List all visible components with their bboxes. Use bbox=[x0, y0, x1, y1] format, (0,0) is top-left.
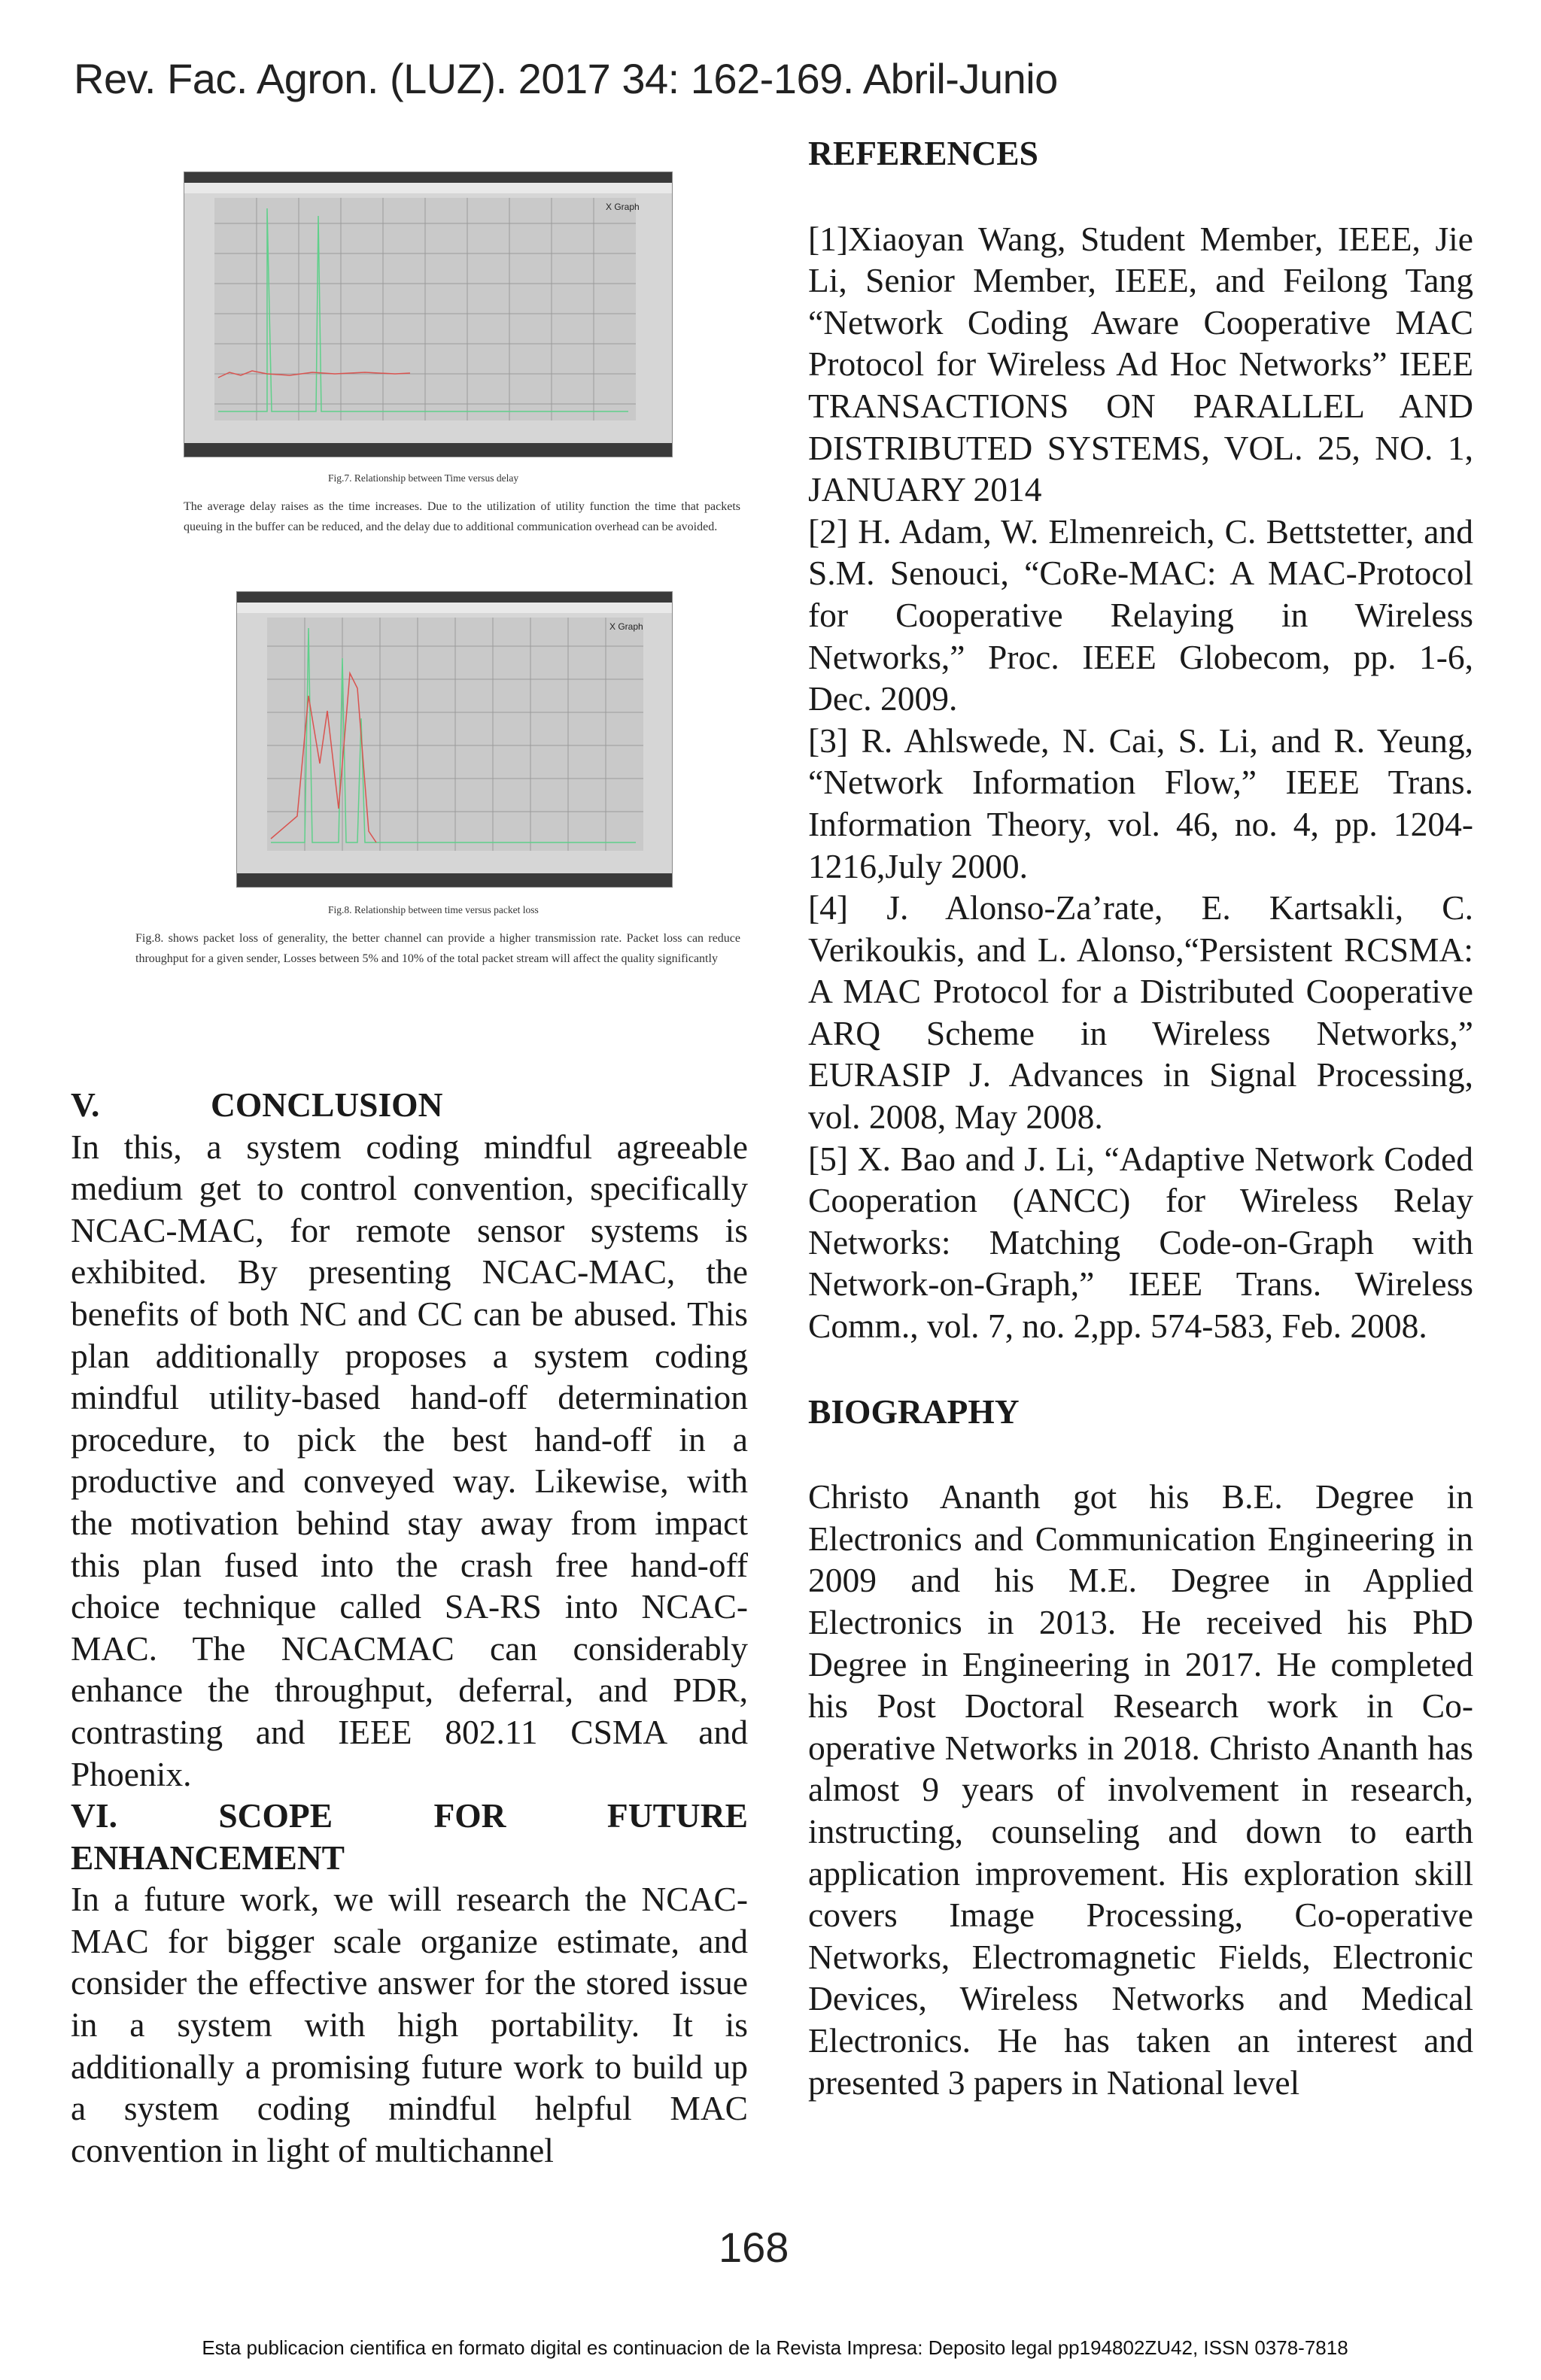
figure-8-graph-title: X Graph bbox=[609, 621, 643, 632]
reference-item: [5] X. Bao and J. Li, “Adaptive Network Coded Cooperation (ANCC) for Wireless Relay Networks: Matching Code-on-Graph with Network-on-Graph,” IEEE Trans. Wireless Comm., vol. 7, no. 2,pp. 574-583, Feb. 2008. bbox=[808, 1139, 1473, 1346]
future-text: In a future work, we will research the NCAC-MAC for bigger scale organize estimate, and consider the effective answer for the stored issue in a system with high portability. It is additionally a promising future work to build up a system coding mindful helpful MAC convention in light of multichannel bbox=[71, 1880, 748, 2169]
right-column bbox=[808, 132, 1473, 2103]
conclusion-text: In this, a system coding mindful agreeable medium get to control convention, specifically NCAC-MAC, for remote sensor systems is exhibited. By presenting NCAC-MAC, the benefits of both NC and CC can be abused. This plan additionally proposes a system coding mindful utility-based hand-off determination procedure, to pick the best hand-off in a productive and conveyed way. Likewise, with the motivation behind stay away from impact this plan fused into the crash free hand-off choice technique called SA-RS into NCAC-MAC. The NCACMAC can considerably enhance the throughput, deferral, and PDR, contrasting and IEEE 802.11 CSMA and Phoenix. bbox=[71, 1127, 748, 1793]
future-number: VI. bbox=[71, 1796, 117, 1835]
figure-7-text: The average delay raises as the time increases. Due to the utilization of utility function the time that packets queuing in the buffer can be reduced, and the delay due to additional communication overhead can be avoided. bbox=[184, 500, 740, 533]
future-heading bbox=[71, 1795, 748, 1837]
biography-heading: BIOGRAPHY bbox=[808, 1392, 1020, 1431]
title-bar bbox=[184, 172, 672, 183]
future-title-b: FOR bbox=[433, 1796, 506, 1835]
conclusion-heading bbox=[71, 1084, 748, 1126]
menu-bar bbox=[237, 603, 672, 613]
biography-text: Christo Ananth got his B.E. Degree in Electronics and Communication Engineering in 2009 and his M.E. Degree in Applied Electronics in 2013. He received his PhD Degree in Engineering in 2017. He completed his Post Doctoral Research work in Co-operative Networks in 2018. Christo Ananth has almost 9 years of involvement in research, instructing, counseling and down to earth application improvement. His exploration skill covers Image Processing, Co-operative Networks, Electromagnetic Fields, Electronic Devices, Wireless Networks and Medical Electronics. He has taken an interest and presented 3 papers in National level bbox=[808, 1477, 1473, 2102]
spacer bbox=[808, 175, 1473, 218]
reference-item: [3] R. Ahlswede, N. Cai, S. Li, and R. Yeung, “Network Information Flow,” IEEE Trans. Information Theory, vol. 46, no. 4, pp. 1204-1216,July 2000. bbox=[808, 721, 1473, 885]
taskbar bbox=[184, 443, 672, 457]
page-number: 168 bbox=[719, 2224, 789, 2271]
figure-7-caption: Fig.7. Relationship between Time versus delay bbox=[328, 472, 519, 484]
left-column bbox=[71, 1084, 748, 2171]
footer: Esta publicacion cientifica en formato digital es continuacion de la Revista Impresa: Deposito legal pp194802ZU42, ISSN 0378-7818 bbox=[202, 2336, 1348, 2359]
journal-header: Rev. Fac. Agron. (LUZ). 2017 34: 162-169. Abril-Junio bbox=[74, 55, 1058, 102]
figure-8-screenshot bbox=[236, 591, 673, 888]
conclusion-title: CONCLUSION bbox=[211, 1085, 443, 1124]
reference-item: [4] J. Alonso-Za’rate, E. Kartsakli, C. Verikoukis, and L. Alonso,“Persistent RCSMA: A MAC Protocol for a Distributed Cooperative ARQ Scheme in Wireless Networks,” EURASIP J. Advances in Signal Processing, vol. 2008, May 2008. bbox=[808, 888, 1473, 1137]
figure-7-graph-title: X Graph bbox=[606, 202, 640, 212]
taskbar bbox=[237, 873, 672, 887]
spacer bbox=[808, 1432, 1473, 1476]
future-title-a: SCOPE bbox=[218, 1796, 333, 1835]
figure-8-plot bbox=[237, 613, 672, 873]
conclusion-number: V. bbox=[71, 1085, 100, 1124]
menu-bar bbox=[184, 183, 672, 193]
reference-item: [1]Xiaoyan Wang, Student Member, IEEE, Jie Li, Senior Member, IEEE, and Feilong Tang “Network Coding Aware Cooperative MAC Protocol for Wireless Ad Hoc Networks” IEEE TRANSACTIONS ON PARALLEL AND DISTRIBUTED SYSTEMS, VOL. 25, NO. 1, JANUARY 2014 bbox=[808, 219, 1473, 509]
figure-7-screenshot bbox=[184, 172, 673, 457]
title-bar bbox=[237, 592, 672, 603]
references-heading: REFERENCES bbox=[808, 134, 1038, 172]
future-title-d: ENHANCEMENT bbox=[71, 1838, 345, 1877]
figure-8-caption: Fig.8. Relationship between time versus packet loss bbox=[328, 904, 539, 915]
reference-item: [2] H. Adam, W. Elmenreich, C. Bettstetter, and S.M. Senouci, “CoRe-MAC: A MAC-Protocol for Cooperative Relaying in Wireless Networks,” Proc. IEEE Globecom, pp. 1-6, Dec. 2009. bbox=[808, 512, 1473, 718]
future-title-c: FUTURE bbox=[606, 1796, 748, 1835]
spacer bbox=[808, 1347, 1473, 1391]
figure-8-text: Fig.8. shows packet loss of generality, the better channel can provide a higher transmission rate. Packet loss can reduce throughput for a given sender, Losses between 5% and 10% of the total packet stream will affect the quality significantly bbox=[135, 932, 740, 965]
figure-7-plot bbox=[184, 193, 672, 443]
